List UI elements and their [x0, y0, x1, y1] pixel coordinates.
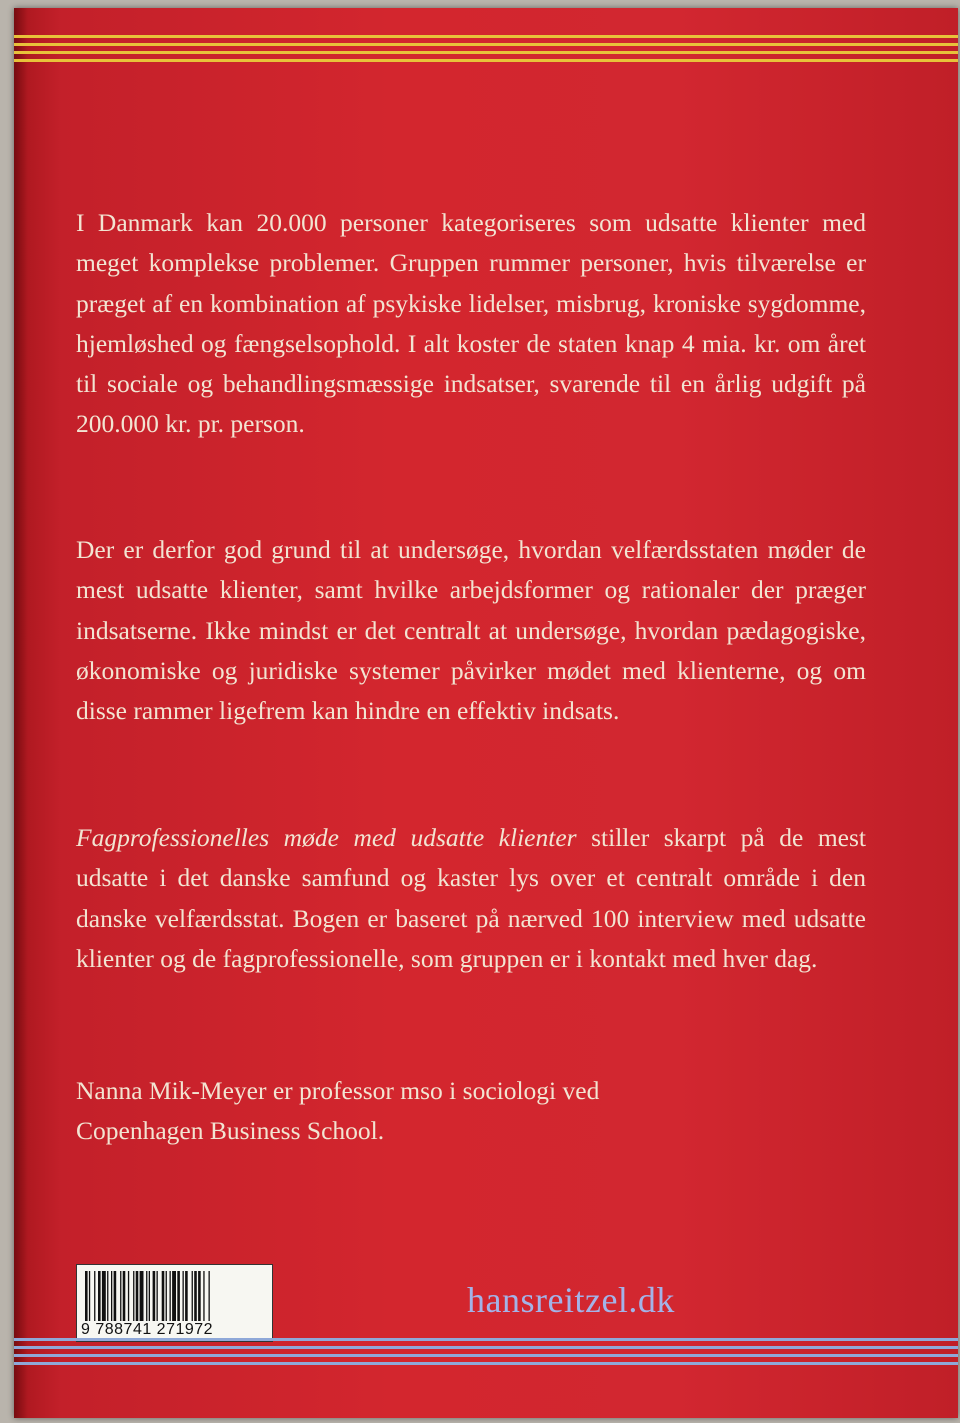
barcode-bar	[198, 1271, 201, 1321]
barcode-bar	[120, 1271, 121, 1321]
top-stripe	[14, 59, 958, 62]
bottom-stripe	[14, 1338, 958, 1341]
blurb-paragraph-2: Der er derfor god grund til at undersøge, hvordan velfærdsstaten møder de mest udsatte klienter, samt hvilke arbejdsformer og rationaler der præger indsatserne. Ikke mindst er det centralt at undersøge, hvordan pædagogiske, økonomiske og juridiske systemer påvirker mødet med klienterne, og om disse rammer ligefrem kan hindre en effektiv indsats.	[76, 535, 866, 726]
barcode-bar	[94, 1271, 95, 1321]
blurb-paragraph-1: I Danmark kan 20.000 personer kategoriseres som udsatte klienter med meget komplekse problemer. Gruppen rummer personer, hvis tilværelse er præget af en kombination af psykiske lidelser, misbrug, kroniske sygdomme, hjemløshed og fængselsophold. I alt koster de staten knap 4 mia. kr. om året til sociale og behandlingsmæssige indsatser, svarende til en årlig udgift på 200.000 kr. pr. person.	[76, 208, 866, 439]
barcode-bar	[157, 1271, 158, 1321]
barcode-bar	[209, 1271, 210, 1321]
barcode-bar	[194, 1271, 197, 1321]
barcode-bar	[128, 1271, 129, 1321]
top-stripe	[14, 51, 958, 54]
author-bio	[76, 1071, 866, 1152]
bottom-stripe	[14, 1362, 958, 1365]
barcode-bar	[183, 1271, 184, 1321]
barcode-bar	[177, 1271, 180, 1321]
barcode-bar	[172, 1271, 176, 1321]
blurb-paragraph-3	[76, 818, 866, 979]
barcode-bar	[114, 1271, 117, 1321]
blurb-paragraph-3-text: stiller skarpt på de mest udsatte i det danske samfund og kaster lys over et centralt område i den danske velfærdsstat. Bogen er baseret på nærved 100 interview med udsatte klienter og de fagprofessionelle, som gruppen er i kontakt med hver dag.	[76, 823, 866, 973]
top-stripe	[14, 43, 958, 46]
top-decorative-stripes	[14, 35, 958, 77]
barcode-bar	[146, 1271, 147, 1321]
barcode-digits: 9 788741 271972	[81, 1321, 214, 1338]
barcode-bar	[140, 1271, 144, 1321]
author-bio-line-1: Nanna Mik-Meyer er professor mso i sociologi ved	[76, 1076, 600, 1105]
barcode-bar	[133, 1271, 134, 1321]
barcode-bar	[170, 1271, 171, 1321]
top-stripe	[14, 35, 958, 38]
book-title-italic: Fagprofessionelles møde med udsatte klienter	[76, 823, 577, 852]
barcode-bar	[98, 1271, 101, 1321]
barcode-bar	[149, 1271, 150, 1321]
barcode-bar	[153, 1271, 156, 1321]
publisher-website: hansreitzel.dk	[467, 1280, 675, 1320]
bottom-stripe	[14, 1354, 958, 1357]
barcode-bar	[123, 1271, 126, 1321]
barcode-bars-icon	[85, 1271, 263, 1321]
author-bio-line-2: Copenhagen Business School.	[76, 1116, 385, 1146]
bottom-decorative-stripes	[14, 1338, 958, 1398]
barcode-bar	[107, 1271, 108, 1321]
barcode	[76, 1264, 273, 1342]
barcode-bar	[192, 1271, 193, 1321]
barcode-bar	[102, 1271, 106, 1321]
barcode-bar	[185, 1271, 188, 1321]
barcode-bar	[89, 1271, 90, 1321]
barcode-bar	[203, 1271, 204, 1321]
bottom-stripe	[14, 1346, 958, 1349]
barcode-bar	[111, 1271, 112, 1321]
barcode-bar	[166, 1271, 167, 1321]
book-back-cover	[14, 8, 958, 1418]
barcode-bar	[85, 1271, 88, 1321]
barcode-bar	[162, 1271, 165, 1321]
barcode-bar	[136, 1271, 139, 1321]
